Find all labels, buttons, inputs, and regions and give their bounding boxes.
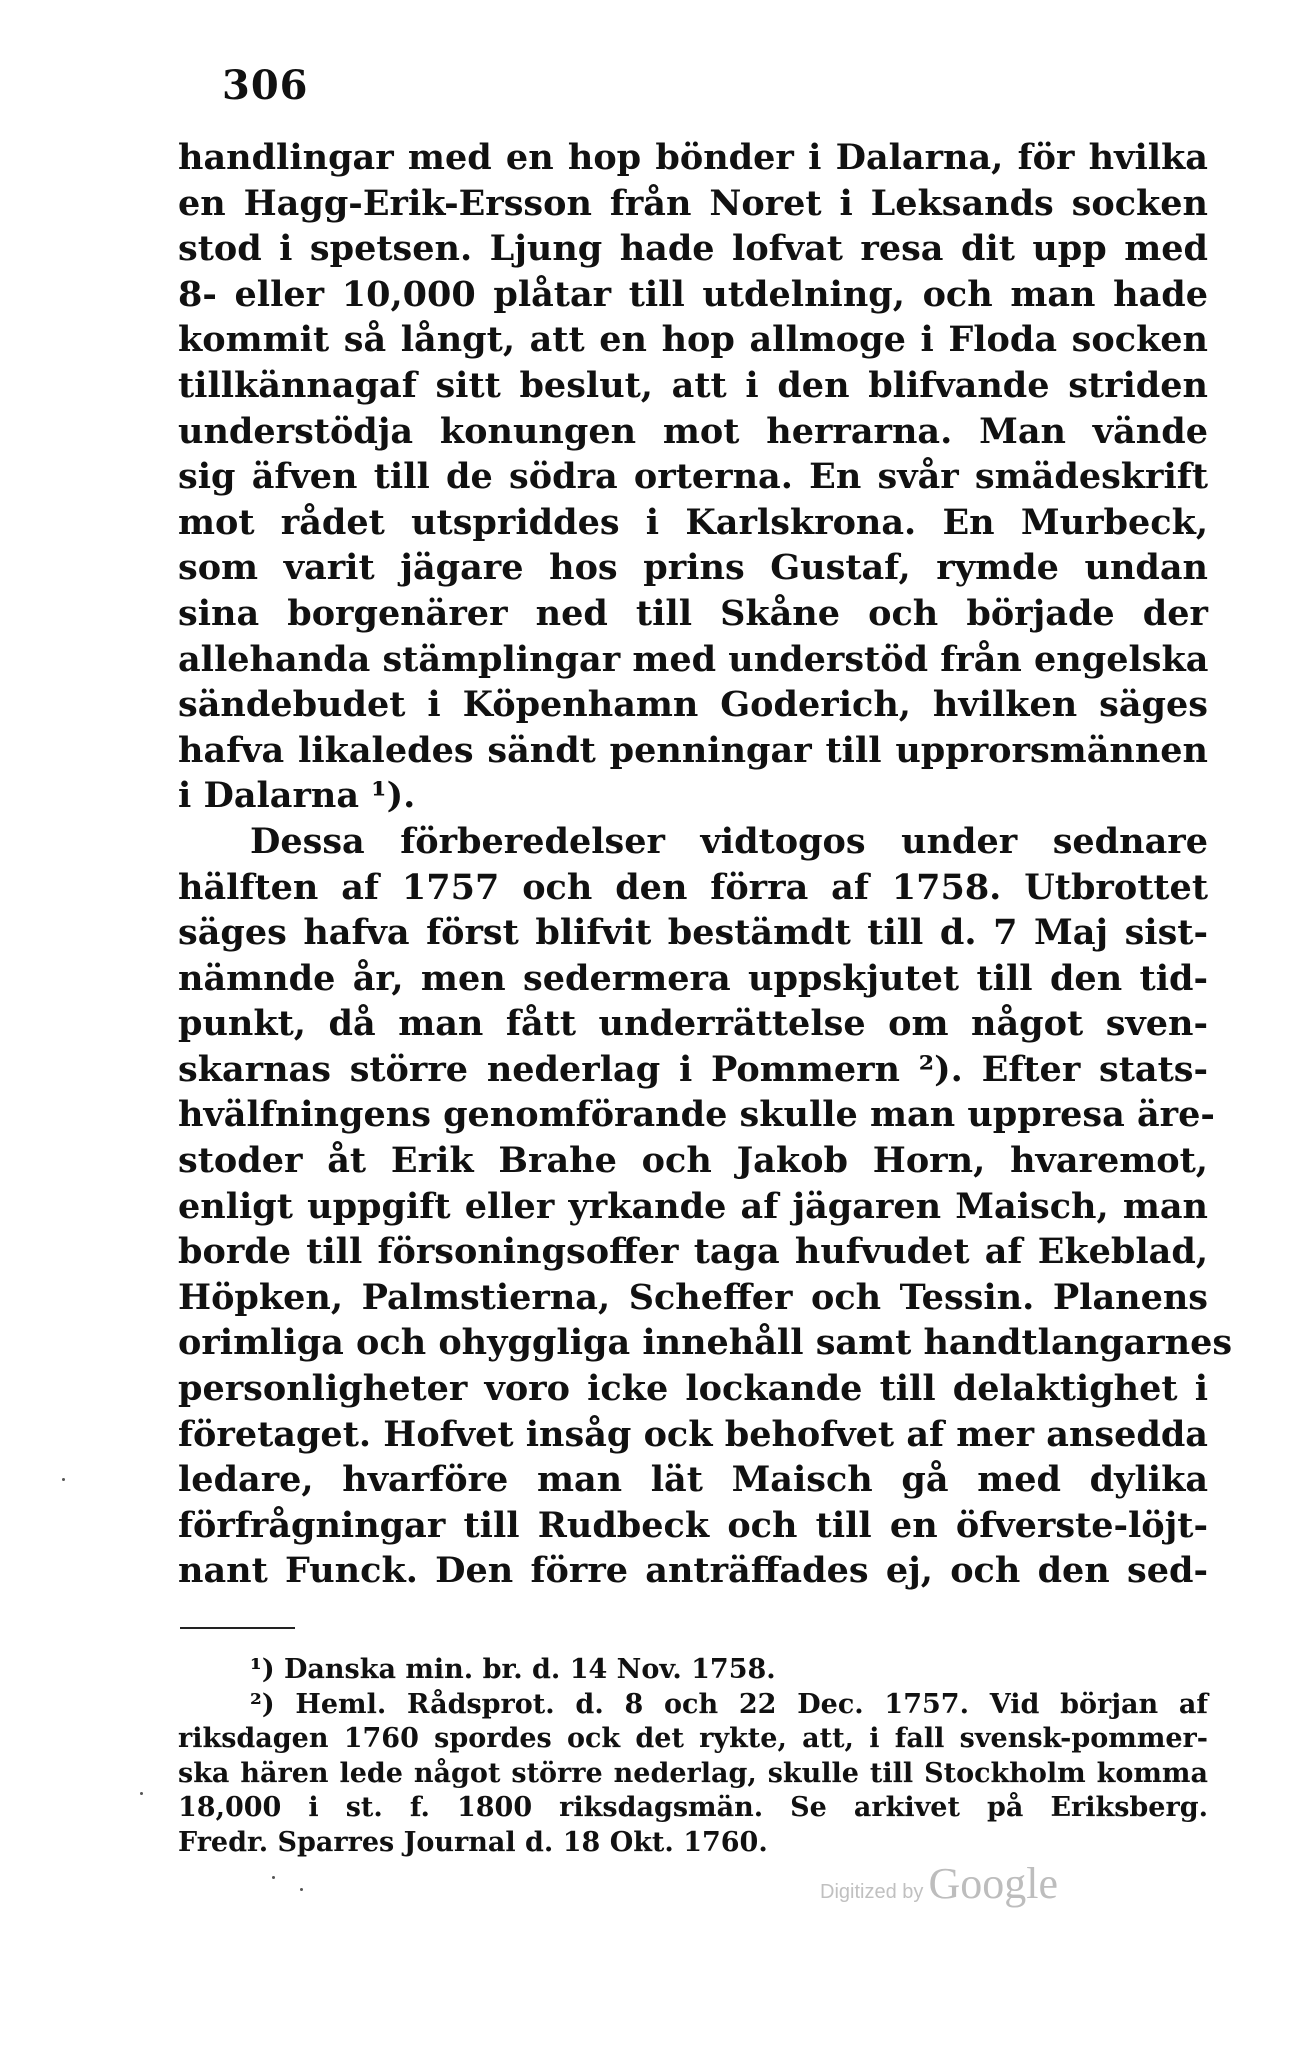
footnote-line: ²) Heml. Rådsprot. d. 8 och 22 Dec. 1757. Vid början af — [250, 1688, 1208, 1720]
text-line: som varit jägare hos prins Gustaf, rymde undan — [178, 547, 1208, 589]
text-line: borde till försoningsoffer taga hufvudet af Ekeblad, — [178, 1231, 1208, 1273]
text-line: 8- eller 10,000 plåtar till utdelning, och man hade — [178, 273, 1208, 315]
paragraph-start-line: Dessa förberedelser vidtogos under sednare — [250, 820, 1208, 862]
text-line: understödja konungen mot herrarna. Man vände — [178, 410, 1208, 452]
text-line: hafva likaledes sändt penningar till upprorsmännen — [178, 729, 1208, 771]
text-line: sändebudet i Köpenhamn Goderich, hvilken säges — [178, 684, 1208, 726]
footnote-line: ¹) Danska min. br. d. 14 Nov. 1758. — [250, 1654, 776, 1685]
text-line: handlingar med en hop bönder i Dalarna, för hvilka — [178, 137, 1208, 178]
footnotes — [178, 1653, 1208, 1860]
scan-speck — [62, 1478, 65, 1481]
footnote-line: riksdagen 1760 spordes ock det rykte, att, i fall svensk-pommer- — [178, 1723, 1208, 1754]
text-line: hvälfningens genomförande skulle man uppresa äre- — [178, 1094, 1215, 1136]
text-line: ledare, hvarföre man lät Maisch gå med dylika — [178, 1459, 1208, 1501]
text-line: skarnas större nederlag i Pommern ²). Efter stats- — [178, 1048, 1208, 1090]
text-line: orimliga och ohyggliga innehåll samt handtlangarnes — [178, 1322, 1233, 1364]
text-line: företaget. Hofvet insåg ock behofvet af mer ansedda — [178, 1413, 1208, 1455]
footnote-line: Fredr. Sparres Journal d. 18 Okt. 1760. — [178, 1826, 768, 1858]
watermark-prefix: Digitized by — [820, 1881, 924, 1903]
text-line: punkt, då man fått underrättelse om något sven- — [178, 1003, 1208, 1045]
text-line: sina borgenärer ned till Skåne och började der — [178, 592, 1208, 634]
text-line: säges hafva först blifvit bestämdt till d. 7 Maj sist- — [178, 912, 1208, 954]
text-line: tillkännagaf sitt beslut, att i den blifvande striden — [178, 364, 1208, 406]
text-line: stoder åt Erik Brahe och Jakob Horn, hvaremot, — [178, 1140, 1208, 1182]
text-line: mot rådet utspriddes i Karlskrona. En Murbeck, — [178, 501, 1208, 543]
text-line: stod i spetsen. Ljung hade lofvat resa dit upp med — [178, 228, 1208, 270]
digitized-watermark — [820, 1858, 1058, 1909]
text-line: kommit så långt, att en hop allmoge i Floda socken — [178, 319, 1208, 361]
text-line: nant Funck. Den förre anträffades ej, och den sed- — [178, 1550, 1208, 1592]
scan-speck — [300, 1888, 303, 1891]
footnote-line: ska hären lede något större nederlag, skulle till Stockholm komma — [178, 1757, 1208, 1789]
footnote-divider — [180, 1627, 295, 1629]
text-line: allehanda stämplingar med understöd från engelska — [178, 638, 1209, 680]
page-number: 306 — [222, 62, 309, 109]
main-text — [178, 135, 1233, 1594]
scan-speck — [272, 1876, 275, 1879]
text-line: förfrågningar till Rudbeck och till en öfverste-löjt- — [178, 1504, 1208, 1546]
text-line: sig äfven till de södra orterna. En svår smädeskrift — [178, 456, 1208, 498]
google-logo: Google — [928, 1859, 1059, 1908]
text-line: i Dalarna ¹). — [178, 775, 416, 817]
text-line: personligheter voro icke lockande till delaktighet i — [178, 1368, 1208, 1410]
scan-speck — [140, 1792, 143, 1795]
text-line: nämnde år, men sedermera uppskjutet till den tid- — [178, 957, 1208, 999]
footnote-line: 18,000 i st. f. 1800 riksdagsmän. Se arkivet på Eriksberg. — [178, 1792, 1208, 1823]
text-line: hälften af 1757 och den förra af 1758. Utbrottet — [178, 866, 1208, 908]
text-line: enligt uppgift eller yrkande af jägaren Maisch, man — [178, 1185, 1208, 1227]
text-line: Höpken, Palmstierna, Scheffer och Tessin. Planens — [178, 1276, 1208, 1318]
text-line: en Hagg-Erik-Ersson från Noret i Leksands socken — [178, 182, 1208, 224]
